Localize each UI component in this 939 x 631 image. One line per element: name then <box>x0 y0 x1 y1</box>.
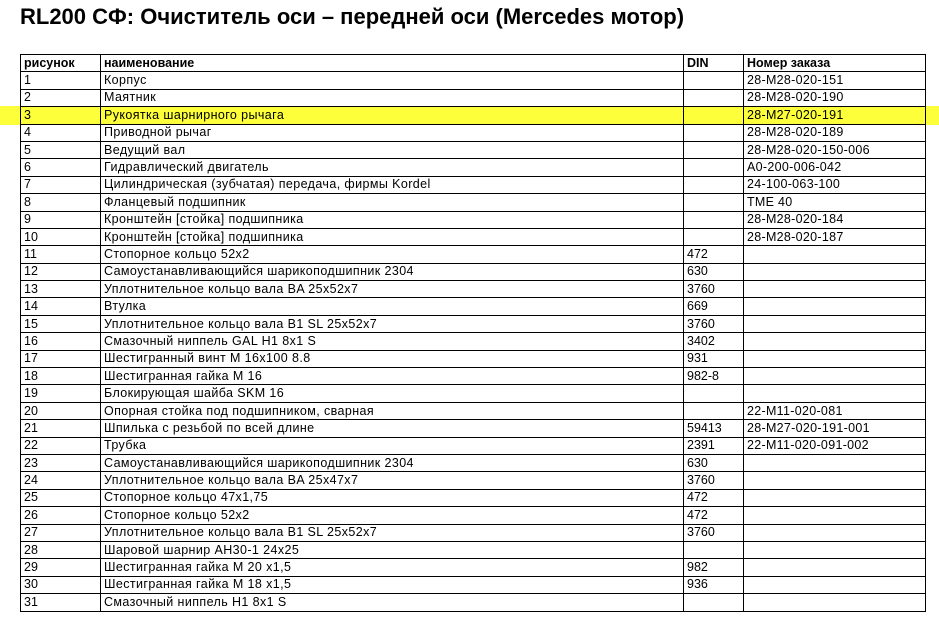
cell-din <box>684 107 744 124</box>
cell-din: 3760 <box>684 524 744 541</box>
cell-name: Втулка <box>101 298 684 315</box>
table-row <box>21 246 926 263</box>
cell-din <box>684 385 744 402</box>
cell-order: 28-M28-020-151 <box>744 72 926 89</box>
cell-num: 12 <box>21 263 101 280</box>
cell-din <box>684 594 744 611</box>
cell-din <box>684 176 744 193</box>
cell-order: 28-M27-020-191 <box>744 107 926 124</box>
cell-num: 28 <box>21 541 101 558</box>
table-row <box>21 141 926 158</box>
cell-name: Блокирующая шайба SKM 16 <box>101 385 684 402</box>
table-row <box>21 507 926 524</box>
table-row <box>21 350 926 367</box>
cell-din <box>684 72 744 89</box>
cell-num: 2 <box>21 89 101 106</box>
cell-din: 3760 <box>684 472 744 489</box>
cell-din <box>684 159 744 176</box>
cell-order <box>744 315 926 332</box>
cell-order: 22-M11-020-081 <box>744 402 926 419</box>
table-row <box>21 281 926 298</box>
cell-din <box>684 228 744 245</box>
table-row <box>21 559 926 576</box>
table-row <box>21 385 926 402</box>
table-row <box>21 298 926 315</box>
table-row <box>21 541 926 558</box>
cell-name: Стопорное кольцо 47x1,75 <box>101 489 684 506</box>
cell-din: 936 <box>684 576 744 593</box>
header-num: рисунок <box>21 55 101 72</box>
cell-order <box>744 524 926 541</box>
cell-name: Шестигранная гайка M 18 x1,5 <box>101 576 684 593</box>
cell-order: TME 40 <box>744 194 926 211</box>
cell-din <box>684 89 744 106</box>
cell-name: Смазочный ниппель H1 8x1 S <box>101 594 684 611</box>
cell-order <box>744 489 926 506</box>
cell-din: 59413 <box>684 420 744 437</box>
table-row <box>21 194 926 211</box>
cell-name: Уплотнительное кольцо вала BA 25x52x7 <box>101 281 684 298</box>
cell-order <box>744 454 926 471</box>
cell-order: 28-M27-020-191-001 <box>744 420 926 437</box>
cell-din <box>684 211 744 228</box>
table-row <box>21 524 926 541</box>
cell-order: 28-M28-020-184 <box>744 211 926 228</box>
cell-name: Маятник <box>101 89 684 106</box>
cell-order <box>744 298 926 315</box>
cell-num: 10 <box>21 228 101 245</box>
cell-din <box>684 541 744 558</box>
cell-num: 6 <box>21 159 101 176</box>
cell-num: 31 <box>21 594 101 611</box>
cell-num: 11 <box>21 246 101 263</box>
cell-name: Шестигранный винт M 16x100 8.8 <box>101 350 684 367</box>
table-row <box>21 89 926 106</box>
cell-order: 28-M28-020-190 <box>744 89 926 106</box>
cell-name: Опорная стойка под подшипником, сварная <box>101 402 684 419</box>
cell-din: 3760 <box>684 315 744 332</box>
header-name: наименование <box>101 55 684 72</box>
table-row <box>21 368 926 385</box>
cell-num: 5 <box>21 141 101 158</box>
cell-name: Цилиндрическая (зубчатая) передача, фирмы Kordel <box>101 176 684 193</box>
cell-order <box>744 281 926 298</box>
cell-num: 22 <box>21 437 101 454</box>
cell-order <box>744 472 926 489</box>
table-row <box>21 576 926 593</box>
cell-name: Шестигранная гайка M 20 x1,5 <box>101 559 684 576</box>
cell-order <box>744 385 926 402</box>
cell-num: 18 <box>21 368 101 385</box>
cell-order <box>744 541 926 558</box>
cell-din: 630 <box>684 263 744 280</box>
cell-num: 1 <box>21 72 101 89</box>
cell-din <box>684 141 744 158</box>
cell-num: 9 <box>21 211 101 228</box>
cell-order: 24-100-063-100 <box>744 176 926 193</box>
header-din: DIN <box>684 55 744 72</box>
cell-din <box>684 124 744 141</box>
cell-name: Стопорное кольцо 52x2 <box>101 246 684 263</box>
document-title: RL200 СФ: Очиститель оси – передней оси (Mercedes мотор) <box>20 4 685 29</box>
cell-num: 29 <box>21 559 101 576</box>
cell-name: Ведущий вал <box>101 141 684 158</box>
cell-din: 472 <box>684 246 744 263</box>
cell-name: Самоустанавливающийся шарикоподшипник 2304 <box>101 263 684 280</box>
cell-order <box>744 263 926 280</box>
table-row <box>21 333 926 350</box>
table-row <box>21 472 926 489</box>
cell-num: 17 <box>21 350 101 367</box>
cell-order <box>744 576 926 593</box>
cell-din <box>684 402 744 419</box>
cell-order <box>744 368 926 385</box>
table-row <box>21 211 926 228</box>
cell-name: Уплотнительное кольцо вала B1 SL 25x52x7 <box>101 524 684 541</box>
cell-din: 472 <box>684 489 744 506</box>
table-row <box>21 594 926 611</box>
cell-order: 28-M28-020-187 <box>744 228 926 245</box>
table-header-row <box>21 55 926 72</box>
cell-name: Рукоятка шарнирного рычага <box>101 107 684 124</box>
table-row <box>21 176 926 193</box>
cell-din: 3760 <box>684 281 744 298</box>
header-order: Номер заказа <box>744 55 926 72</box>
cell-order: 28-M28-020-189 <box>744 124 926 141</box>
cell-num: 21 <box>21 420 101 437</box>
cell-din: 472 <box>684 507 744 524</box>
cell-order: 22-M11-020-091-002 <box>744 437 926 454</box>
cell-order <box>744 350 926 367</box>
cell-num: 7 <box>21 176 101 193</box>
cell-num: 13 <box>21 281 101 298</box>
table-row <box>21 159 926 176</box>
cell-name: Кронштейн [стойка] подшипника <box>101 228 684 245</box>
cell-num: 16 <box>21 333 101 350</box>
cell-order <box>744 594 926 611</box>
cell-num: 26 <box>21 507 101 524</box>
cell-num: 23 <box>21 454 101 471</box>
cell-name: Шаровой шарнир AH30-1 24x25 <box>101 541 684 558</box>
table-row <box>21 420 926 437</box>
cell-num: 14 <box>21 298 101 315</box>
cell-name: Фланцевый подшипник <box>101 194 684 211</box>
parts-table <box>20 54 926 612</box>
table-row <box>21 437 926 454</box>
table-row <box>21 263 926 280</box>
cell-din: 982 <box>684 559 744 576</box>
cell-num: 4 <box>21 124 101 141</box>
cell-din: 931 <box>684 350 744 367</box>
cell-name: Самоустанавливающийся шарикоподшипник 2304 <box>101 454 684 471</box>
cell-order: 28-M28-020-150-006 <box>744 141 926 158</box>
table-row <box>21 489 926 506</box>
cell-num: 27 <box>21 524 101 541</box>
cell-name: Трубка <box>101 437 684 454</box>
cell-din: 630 <box>684 454 744 471</box>
table-row <box>21 454 926 471</box>
table-row <box>21 402 926 419</box>
cell-num: 3 <box>21 107 101 124</box>
cell-name: Стопорное кольцо 52x2 <box>101 507 684 524</box>
cell-name: Корпус <box>101 72 684 89</box>
cell-order: A0-200-006-042 <box>744 159 926 176</box>
table-row <box>21 315 926 332</box>
cell-name: Приводной рычаг <box>101 124 684 141</box>
table-row <box>21 124 926 141</box>
table-row <box>21 107 926 124</box>
cell-din <box>684 194 744 211</box>
cell-name: Шпилька с резьбой по всей длине <box>101 420 684 437</box>
cell-order <box>744 246 926 263</box>
cell-order <box>744 507 926 524</box>
cell-din: 3402 <box>684 333 744 350</box>
cell-num: 8 <box>21 194 101 211</box>
cell-num: 19 <box>21 385 101 402</box>
cell-num: 25 <box>21 489 101 506</box>
cell-din: 669 <box>684 298 744 315</box>
cell-name: Гидравлический двигатель <box>101 159 684 176</box>
cell-num: 24 <box>21 472 101 489</box>
cell-num: 20 <box>21 402 101 419</box>
cell-num: 30 <box>21 576 101 593</box>
cell-name: Уплотнительное кольцо вала B1 SL 25x52x7 <box>101 315 684 332</box>
cell-din: 2391 <box>684 437 744 454</box>
cell-name: Смазочный ниппель GAL H1 8x1 S <box>101 333 684 350</box>
cell-order <box>744 333 926 350</box>
cell-name: Шестигранная гайка M 16 <box>101 368 684 385</box>
cell-name: Уплотнительное кольцо вала BA 25x47x7 <box>101 472 684 489</box>
cell-name: Кронштейн [стойка] подшипника <box>101 211 684 228</box>
cell-num: 15 <box>21 315 101 332</box>
table-row <box>21 228 926 245</box>
cell-din: 982-8 <box>684 368 744 385</box>
table-row <box>21 72 926 89</box>
cell-order <box>744 559 926 576</box>
